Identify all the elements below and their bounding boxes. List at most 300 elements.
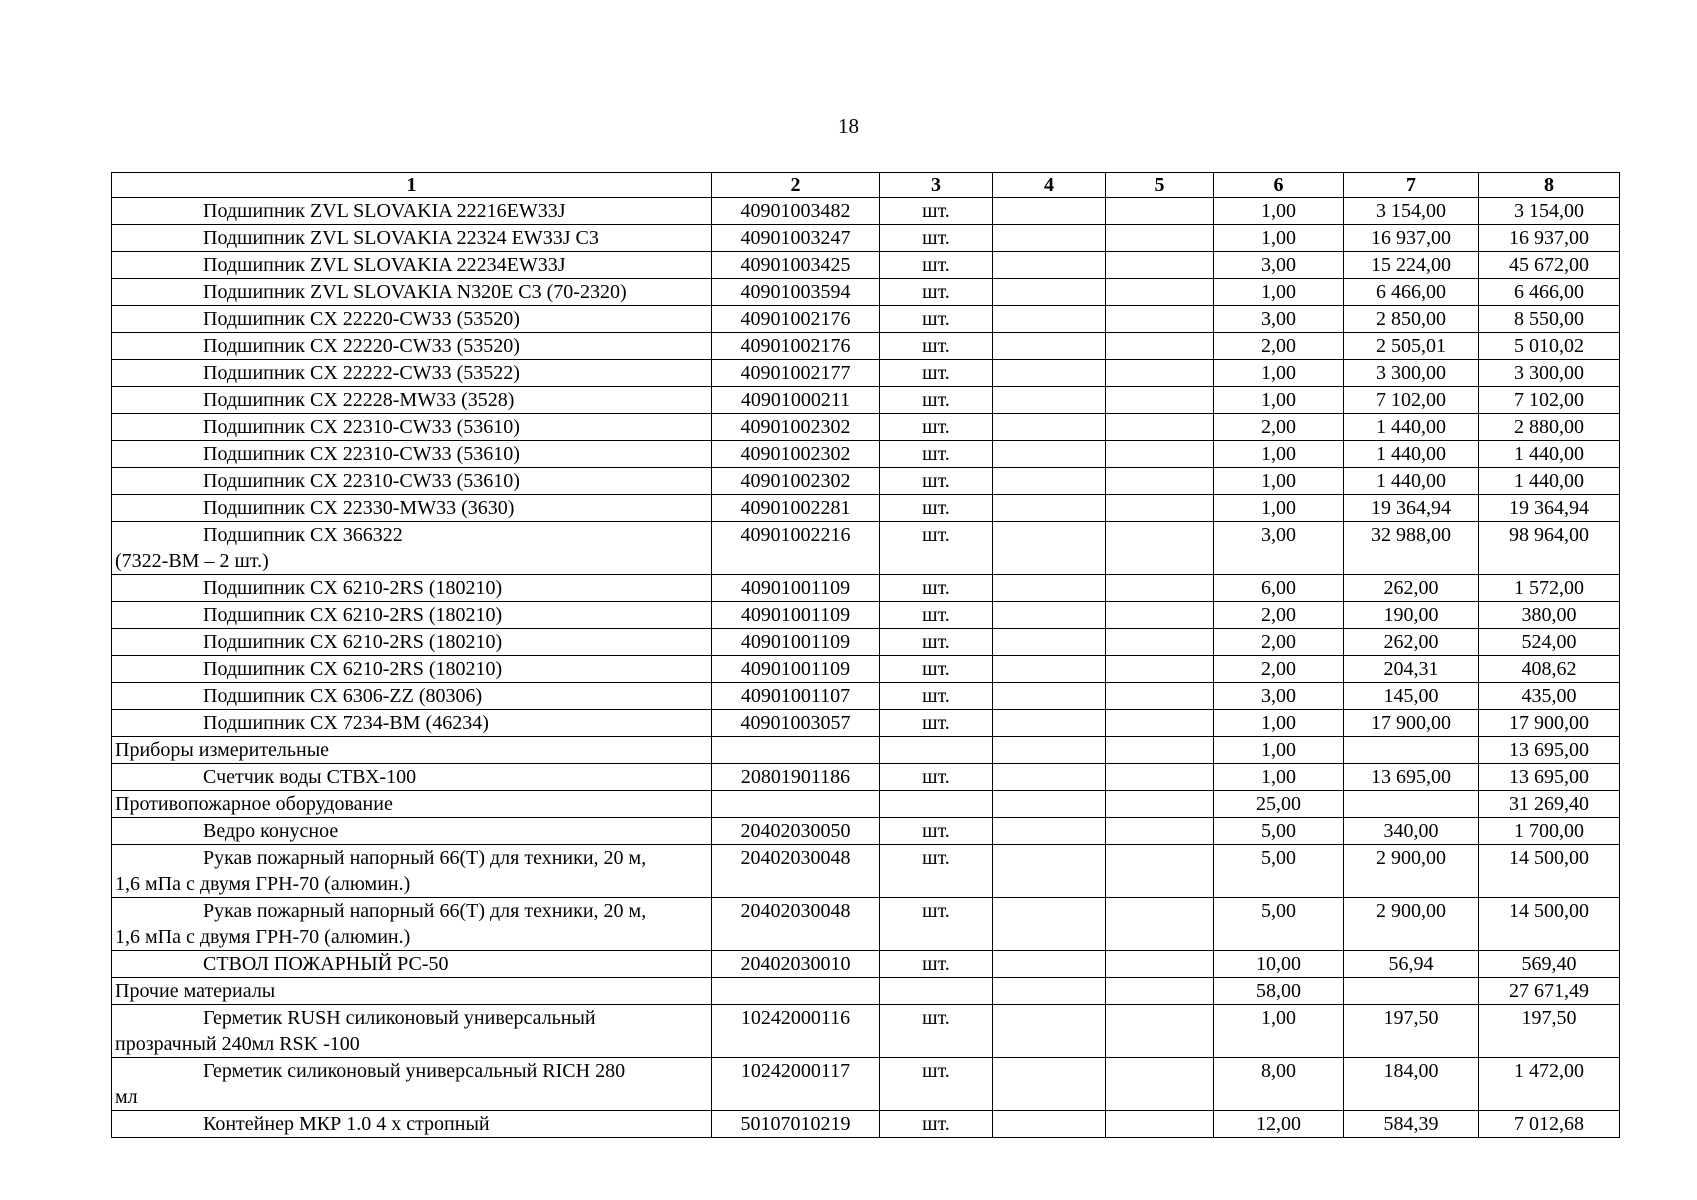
item-name-cell: [112, 414, 712, 441]
table-row: [112, 333, 1620, 360]
sum-cell: 6 466,00: [1479, 279, 1620, 306]
inventory-table: [111, 172, 1620, 1138]
item-code: [712, 791, 880, 818]
header-row: [112, 173, 1620, 198]
table-row: [112, 951, 1620, 978]
price-cell: 16 937,00: [1344, 225, 1479, 252]
sum-cell: 13 695,00: [1479, 737, 1620, 764]
table-row: [112, 1058, 1620, 1111]
sum-cell: 3 300,00: [1479, 360, 1620, 387]
item-name-cell: [112, 656, 712, 683]
empty-col5-cell: [1106, 495, 1214, 522]
item-name: Подшипник CX 22310-CW33 (53610): [203, 470, 520, 492]
sum-cell: 435,00: [1479, 683, 1620, 710]
empty-col4-cell: [993, 468, 1106, 495]
quantity-cell: 1,00: [1214, 710, 1344, 737]
empty-col4-cell: [993, 333, 1106, 360]
empty-col4-cell: [993, 387, 1106, 414]
empty-col5-cell: [1106, 575, 1214, 602]
table-row: [112, 441, 1620, 468]
quantity-cell: 1,00: [1214, 737, 1344, 764]
unit-cell: шт.: [880, 333, 993, 360]
price-cell: 32 988,00: [1344, 522, 1479, 575]
unit-cell: шт.: [880, 951, 993, 978]
item-name-cell: [112, 602, 712, 629]
empty-col5-cell: [1106, 710, 1214, 737]
price-cell: 262,00: [1344, 575, 1479, 602]
sum-cell: 3 154,00: [1479, 198, 1620, 225]
item-code: 10242000117: [712, 1058, 880, 1111]
column-header: 3: [880, 173, 993, 198]
sum-cell: 31 269,40: [1479, 791, 1620, 818]
table-row: [112, 522, 1620, 575]
quantity-cell: 1,00: [1214, 764, 1344, 791]
empty-col4-cell: [993, 414, 1106, 441]
sum-cell: 408,62: [1479, 656, 1620, 683]
unit-cell: шт.: [880, 495, 993, 522]
item-name: Подшипник ZVL SLOVAKIA N320E C3 (70-2320): [203, 281, 627, 303]
unit-cell: шт.: [880, 1005, 993, 1058]
item-name: Подшипник CX 22228-MW33 (3528): [203, 389, 515, 411]
table-row: [112, 737, 1620, 764]
item-name: Подшипник CX 22220-CW33 (53520): [203, 335, 520, 357]
item-name: Подшипник CX 6210-2RS (180210): [203, 604, 503, 626]
unit-cell: шт.: [880, 575, 993, 602]
column-header: 4: [993, 173, 1106, 198]
unit-cell: шт.: [880, 818, 993, 845]
item-name: Приборы измерительные: [115, 739, 330, 761]
item-name-cell: [112, 468, 712, 495]
empty-col5-cell: [1106, 198, 1214, 225]
sum-cell: 14 500,00: [1479, 898, 1620, 951]
unit-cell: шт.: [880, 306, 993, 333]
item-name: Подшипник CX 366322: [203, 524, 403, 546]
table-row: [112, 468, 1620, 495]
price-cell: 17 900,00: [1344, 710, 1479, 737]
sum-cell: 569,40: [1479, 951, 1620, 978]
item-code: 40901001107: [712, 683, 880, 710]
empty-col5-cell: [1106, 629, 1214, 656]
item-name-cell: [112, 898, 712, 951]
item-code: 40901003057: [712, 710, 880, 737]
sum-cell: 7 102,00: [1479, 387, 1620, 414]
table-row: [112, 818, 1620, 845]
table-row: [112, 414, 1620, 441]
item-code: 40901002302: [712, 441, 880, 468]
empty-col5-cell: [1106, 468, 1214, 495]
empty-col4-cell: [993, 1058, 1106, 1111]
item-name-cell: [112, 683, 712, 710]
empty-col5-cell: [1106, 951, 1214, 978]
item-name: Подшипник CX 6210-2RS (180210): [203, 577, 503, 599]
empty-col4-cell: [993, 225, 1106, 252]
unit-cell: шт.: [880, 279, 993, 306]
empty-col4-cell: [993, 629, 1106, 656]
item-name: Подшипник CX 22310-CW33 (53610): [203, 443, 520, 465]
table-row: [112, 898, 1620, 951]
price-cell: 3 300,00: [1344, 360, 1479, 387]
item-name: Подшипник ZVL SLOVAKIA 22234EW33J: [203, 254, 566, 276]
item-code: 20402030048: [712, 898, 880, 951]
item-name: Герметик силиконовый универсальный RICH 280: [203, 1060, 626, 1082]
sum-cell: 1 440,00: [1479, 468, 1620, 495]
table-row: [112, 360, 1620, 387]
price-cell: 197,50: [1344, 1005, 1479, 1058]
quantity-cell: 2,00: [1214, 333, 1344, 360]
quantity-cell: 5,00: [1214, 818, 1344, 845]
table-row: [112, 602, 1620, 629]
price-cell: 2 900,00: [1344, 845, 1479, 898]
item-code: 40901002281: [712, 495, 880, 522]
item-code: 40901003247: [712, 225, 880, 252]
price-cell: 6 466,00: [1344, 279, 1479, 306]
item-code: 40901002302: [712, 414, 880, 441]
item-name-cell: [112, 441, 712, 468]
item-name: Счетчик воды СТВХ-100: [203, 766, 417, 788]
empty-col4-cell: [993, 951, 1106, 978]
unit-cell: шт.: [880, 252, 993, 279]
column-header: 6: [1214, 173, 1344, 198]
price-cell: 15 224,00: [1344, 252, 1479, 279]
price-cell: 2 900,00: [1344, 898, 1479, 951]
empty-col4-cell: [993, 306, 1106, 333]
price-cell: 7 102,00: [1344, 387, 1479, 414]
item-name: Подшипник CX 6306-ZZ (80306): [203, 685, 483, 707]
sum-cell: 13 695,00: [1479, 764, 1620, 791]
price-cell: [1344, 978, 1479, 1005]
sum-cell: 17 900,00: [1479, 710, 1620, 737]
table-row: [112, 306, 1620, 333]
item-code: 40901002216: [712, 522, 880, 575]
item-name-cell: [112, 764, 712, 791]
item-name: Подшипник CX 22310-CW33 (53610): [203, 416, 520, 438]
page-number: 18: [838, 114, 859, 138]
table-row: [112, 495, 1620, 522]
empty-col5-cell: [1106, 441, 1214, 468]
price-cell: 262,00: [1344, 629, 1479, 656]
empty-col5-cell: [1106, 978, 1214, 1005]
item-name-cell: [112, 629, 712, 656]
quantity-cell: 1,00: [1214, 1005, 1344, 1058]
table-row: [112, 575, 1620, 602]
item-name-cell: [112, 737, 712, 764]
item-name-cell: [112, 978, 712, 1005]
empty-col5-cell: [1106, 683, 1214, 710]
quantity-cell: 3,00: [1214, 252, 1344, 279]
table-row: [112, 279, 1620, 306]
sum-cell: 19 364,94: [1479, 495, 1620, 522]
empty-col4-cell: [993, 441, 1106, 468]
item-name: Подшипник CX 7234-BM (46234): [203, 712, 489, 734]
empty-col5-cell: [1106, 845, 1214, 898]
price-cell: 584,39: [1344, 1111, 1479, 1138]
sum-cell: 98 964,00: [1479, 522, 1620, 575]
column-header: 7: [1344, 173, 1479, 198]
item-name-continuation: 1,6 мПа с двумя ГРН-70 (алюмин.): [115, 926, 411, 948]
column-header: 5: [1106, 173, 1214, 198]
sum-cell: 14 500,00: [1479, 845, 1620, 898]
empty-col4-cell: [993, 360, 1106, 387]
item-name-cell: [112, 198, 712, 225]
table-row: [112, 683, 1620, 710]
empty-col5-cell: [1106, 764, 1214, 791]
item-code: 20402030010: [712, 951, 880, 978]
quantity-cell: 1,00: [1214, 198, 1344, 225]
unit-cell: шт.: [880, 468, 993, 495]
quantity-cell: 1,00: [1214, 387, 1344, 414]
unit-cell: шт.: [880, 225, 993, 252]
quantity-cell: 1,00: [1214, 279, 1344, 306]
item-code: 40901002176: [712, 333, 880, 360]
unit-cell: шт.: [880, 629, 993, 656]
sum-cell: 2 880,00: [1479, 414, 1620, 441]
item-code: 40901001109: [712, 629, 880, 656]
table-row: [112, 252, 1620, 279]
item-code: 40901001109: [712, 656, 880, 683]
empty-col4-cell: [993, 279, 1106, 306]
item-name: Подшипник CX 6210-2RS (180210): [203, 631, 503, 653]
price-cell: 184,00: [1344, 1058, 1479, 1111]
unit-cell: шт.: [880, 1058, 993, 1111]
empty-col5-cell: [1106, 522, 1214, 575]
price-cell: 13 695,00: [1344, 764, 1479, 791]
item-name-cell: [112, 252, 712, 279]
sum-cell: 1 700,00: [1479, 818, 1620, 845]
sum-cell: 197,50: [1479, 1005, 1620, 1058]
item-code: 20402030050: [712, 818, 880, 845]
item-name: СТВОЛ ПОЖАРНЫЙ РС-50: [203, 953, 449, 975]
quantity-cell: 5,00: [1214, 898, 1344, 951]
price-cell: 1 440,00: [1344, 414, 1479, 441]
empty-col5-cell: [1106, 898, 1214, 951]
price-cell: [1344, 791, 1479, 818]
item-code: 50107010219: [712, 1111, 880, 1138]
empty-col4-cell: [993, 575, 1106, 602]
empty-col4-cell: [993, 1111, 1106, 1138]
quantity-cell: 2,00: [1214, 414, 1344, 441]
sum-cell: 8 550,00: [1479, 306, 1620, 333]
item-name: Подшипник CX 22222-CW33 (53522): [203, 362, 520, 384]
item-name-cell: [112, 306, 712, 333]
unit-cell: [880, 978, 993, 1005]
sum-cell: 380,00: [1479, 602, 1620, 629]
sum-cell: 1 572,00: [1479, 575, 1620, 602]
item-name: Ведро конусное: [203, 820, 339, 842]
quantity-cell: 1,00: [1214, 360, 1344, 387]
empty-col4-cell: [993, 252, 1106, 279]
empty-col4-cell: [993, 845, 1106, 898]
quantity-cell: 12,00: [1214, 1111, 1344, 1138]
empty-col4-cell: [993, 198, 1106, 225]
empty-col5-cell: [1106, 414, 1214, 441]
item-code: 40901003482: [712, 198, 880, 225]
item-name-cell: [112, 710, 712, 737]
empty-col4-cell: [993, 898, 1106, 951]
unit-cell: шт.: [880, 602, 993, 629]
item-name: Прочие материалы: [115, 980, 276, 1002]
empty-col4-cell: [993, 495, 1106, 522]
empty-col4-cell: [993, 737, 1106, 764]
quantity-cell: 3,00: [1214, 522, 1344, 575]
item-name: Рукав пожарный напорный 66(Т) для техники, 20 м,: [203, 847, 647, 869]
item-code: 40901002176: [712, 306, 880, 333]
item-code: 40901001109: [712, 602, 880, 629]
unit-cell: шт.: [880, 764, 993, 791]
item-name: Герметик RUSH силиконовый универсальный: [203, 1007, 596, 1029]
quantity-cell: 1,00: [1214, 468, 1344, 495]
empty-col4-cell: [993, 1005, 1106, 1058]
empty-col4-cell: [993, 978, 1106, 1005]
price-cell: [1344, 737, 1479, 764]
item-name-cell: [112, 1005, 712, 1058]
empty-col5-cell: [1106, 737, 1214, 764]
empty-col4-cell: [993, 791, 1106, 818]
unit-cell: шт.: [880, 360, 993, 387]
table-row: [112, 1005, 1620, 1058]
item-name-cell: [112, 495, 712, 522]
empty-col5-cell: [1106, 602, 1214, 629]
empty-col5-cell: [1106, 1058, 1214, 1111]
empty-col4-cell: [993, 602, 1106, 629]
item-code: 20402030048: [712, 845, 880, 898]
empty-col4-cell: [993, 683, 1106, 710]
quantity-cell: 25,00: [1214, 791, 1344, 818]
item-name-cell: [112, 333, 712, 360]
unit-cell: [880, 737, 993, 764]
item-name-cell: [112, 845, 712, 898]
unit-cell: шт.: [880, 387, 993, 414]
empty-col5-cell: [1106, 360, 1214, 387]
price-cell: 340,00: [1344, 818, 1479, 845]
table-row: [112, 225, 1620, 252]
item-name: Противопожарное оборудование: [115, 793, 393, 815]
item-name-cell: [112, 387, 712, 414]
unit-cell: шт.: [880, 683, 993, 710]
item-name: Подшипник ZVL SLOVAKIA 22324 EW33J C3: [203, 227, 599, 249]
quantity-cell: 3,00: [1214, 306, 1344, 333]
table-row: [112, 656, 1620, 683]
table-row: [112, 1111, 1620, 1138]
item-name: Подшипник CX 6210-2RS (180210): [203, 658, 503, 680]
sum-cell: 1 440,00: [1479, 441, 1620, 468]
quantity-cell: 1,00: [1214, 225, 1344, 252]
item-code: 40901001109: [712, 575, 880, 602]
table-row: [112, 791, 1620, 818]
item-name: Рукав пожарный напорный 66(Т) для техники, 20 м,: [203, 900, 647, 922]
item-code: 40901003425: [712, 252, 880, 279]
empty-col5-cell: [1106, 1111, 1214, 1138]
column-header: 8: [1479, 173, 1620, 198]
quantity-cell: 10,00: [1214, 951, 1344, 978]
quantity-cell: 8,00: [1214, 1058, 1344, 1111]
column-header: 2: [712, 173, 880, 198]
price-cell: 1 440,00: [1344, 441, 1479, 468]
item-code: 10242000116: [712, 1005, 880, 1058]
table-row: [112, 764, 1620, 791]
item-code: 40901003594: [712, 279, 880, 306]
price-cell: 3 154,00: [1344, 198, 1479, 225]
item-name-continuation: мл: [115, 1086, 138, 1108]
empty-col5-cell: [1106, 1005, 1214, 1058]
item-name: Подшипник CX 22220-CW33 (53520): [203, 308, 520, 330]
quantity-cell: 2,00: [1214, 656, 1344, 683]
price-cell: 2 850,00: [1344, 306, 1479, 333]
empty-col5-cell: [1106, 818, 1214, 845]
table-row: [112, 198, 1620, 225]
table-row: [112, 387, 1620, 414]
quantity-cell: 2,00: [1214, 629, 1344, 656]
price-cell: 204,31: [1344, 656, 1479, 683]
unit-cell: шт.: [880, 198, 993, 225]
empty-col5-cell: [1106, 225, 1214, 252]
item-name-cell: [112, 279, 712, 306]
price-cell: 190,00: [1344, 602, 1479, 629]
unit-cell: шт.: [880, 522, 993, 575]
price-cell: 2 505,01: [1344, 333, 1479, 360]
item-name-cell: [112, 522, 712, 575]
sum-cell: 5 010,02: [1479, 333, 1620, 360]
item-name-cell: [112, 1058, 712, 1111]
empty-col5-cell: [1106, 279, 1214, 306]
empty-col4-cell: [993, 522, 1106, 575]
item-name-continuation: 1,6 мПа с двумя ГРН-70 (алюмин.): [115, 873, 411, 895]
table-row: [112, 845, 1620, 898]
table-row: [112, 978, 1620, 1005]
quantity-cell: 5,00: [1214, 845, 1344, 898]
item-name-cell: [112, 951, 712, 978]
unit-cell: [880, 791, 993, 818]
sum-cell: 1 472,00: [1479, 1058, 1620, 1111]
item-name: Контейнер МКР 1.0 4 х стропный: [203, 1113, 490, 1135]
price-cell: 145,00: [1344, 683, 1479, 710]
item-code: [712, 978, 880, 1005]
empty-col4-cell: [993, 764, 1106, 791]
sum-cell: 7 012,68: [1479, 1111, 1620, 1138]
sum-cell: 45 672,00: [1479, 252, 1620, 279]
quantity-cell: 58,00: [1214, 978, 1344, 1005]
price-cell: 1 440,00: [1344, 468, 1479, 495]
item-name-cell: [112, 575, 712, 602]
item-name: Подшипник CX 22330-MW33 (3630): [203, 497, 515, 519]
unit-cell: шт.: [880, 898, 993, 951]
empty-col5-cell: [1106, 387, 1214, 414]
empty-col5-cell: [1106, 252, 1214, 279]
empty-col5-cell: [1106, 656, 1214, 683]
sum-cell: 27 671,49: [1479, 978, 1620, 1005]
empty-col5-cell: [1106, 333, 1214, 360]
item-code: 40901002302: [712, 468, 880, 495]
unit-cell: шт.: [880, 710, 993, 737]
item-name-cell: [112, 818, 712, 845]
item-name-cell: [112, 791, 712, 818]
item-name: Подшипник ZVL SLOVAKIA 22216EW33J: [203, 200, 566, 222]
quantity-cell: 6,00: [1214, 575, 1344, 602]
empty-col4-cell: [993, 710, 1106, 737]
table-row: [112, 710, 1620, 737]
sum-cell: 16 937,00: [1479, 225, 1620, 252]
item-code: [712, 737, 880, 764]
item-name-cell: [112, 1111, 712, 1138]
unit-cell: шт.: [880, 656, 993, 683]
unit-cell: шт.: [880, 1111, 993, 1138]
empty-col4-cell: [993, 818, 1106, 845]
item-name-continuation: прозрачный 240мл RSK -100: [115, 1033, 360, 1055]
item-name-cell: [112, 360, 712, 387]
unit-cell: шт.: [880, 414, 993, 441]
empty-col4-cell: [993, 656, 1106, 683]
price-cell: 19 364,94: [1344, 495, 1479, 522]
empty-col5-cell: [1106, 791, 1214, 818]
